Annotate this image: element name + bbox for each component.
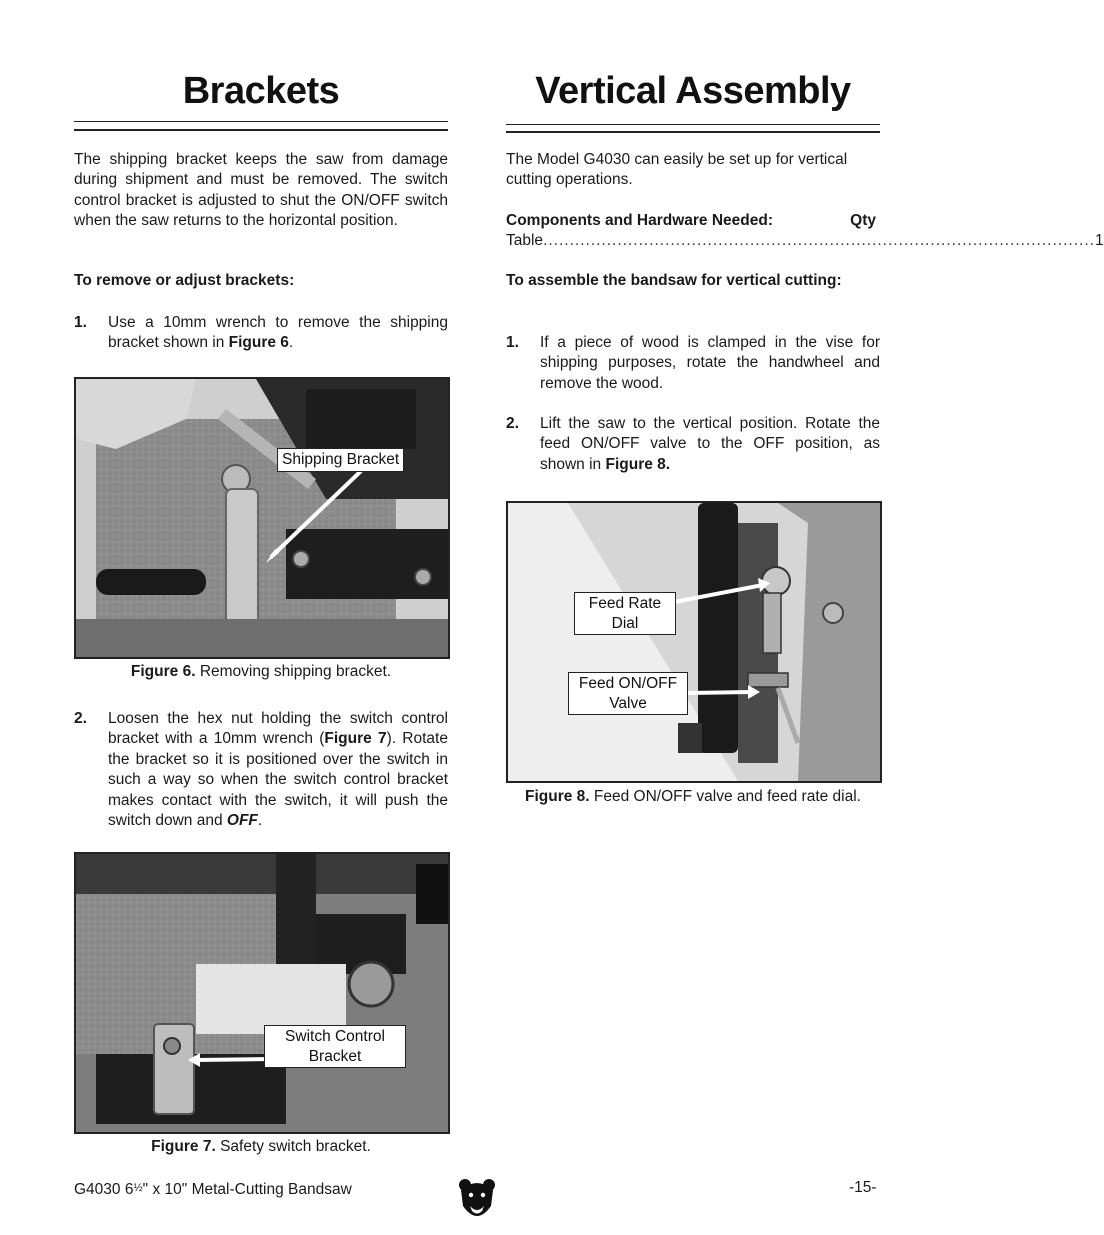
switch-control-bracket-callout: Switch Control Bracket [264,1025,406,1068]
figure-6-caption: Figure 6. Removing shipping bracket. [130,663,392,680]
footer-model-title: G4030 6½" x 10" Metal-Cutting Bandsaw [74,1181,352,1198]
component-qty: 1 [1094,232,1104,249]
vertical-step-1 [506,333,880,395]
feed-onoff-valve-callout: Feed ON/OFF Valve [568,672,688,715]
brackets-step-2 [74,709,448,831]
step-text: If a piece of wood is clamped in the vise for shipping purposes, rotate the handwheel and remove the wood. [540,334,880,392]
figure-8-photo [506,501,882,783]
page-number: -15- [849,1179,877,1196]
heading-rule-top [506,124,880,125]
dot-leader: ........................................................................................................ [543,232,1095,249]
step-number: 1. [506,334,519,351]
figure-6-photo [74,377,450,659]
bear-head-logo-icon [458,1178,496,1222]
figure-ref: Figure 7 [324,730,387,748]
heading-rule-bottom [506,131,880,133]
components-header: Components and Hardware Needed: [506,212,773,229]
step-text: Use a 10mm wrench to remove the shipping bracket shown in Figure 6. [108,314,448,352]
step-number: 2. [74,710,87,727]
component-name: Table [506,232,544,249]
figure-7-caption: Figure 7. Safety switch bracket. [151,1138,371,1155]
shipping-bracket-callout: Shipping Bracket [277,448,404,472]
step-number: 1. [74,314,87,331]
qty-header: Qty [850,212,876,229]
brackets-intro: The shipping bracket keeps the saw from damage during shipment and must be removed. The switch control bracket is adjusted to shut the ON/OFF switch when the saw returns to the horizontal position. [74,151,448,230]
step-text: Lift the saw to the vertical position. Rotate the feed ON/OFF valve to the OFF position, as shown in Figure 8. [540,415,880,473]
switch-bracket-photo [76,854,448,1132]
figure-ref: Figure 8. [605,455,671,473]
step-number: 2. [506,415,519,432]
vertical-subheading: To assemble the bandsaw for vertical cutting: [506,272,842,289]
figure-ref: Figure 6 [228,334,289,352]
figure-8-caption: Figure 8. Feed ON/OFF valve and feed rate dial. [525,788,861,805]
off-emphasis: OFF [226,812,258,830]
component-row-table [506,231,1104,251]
shipping-bracket-photo [76,379,448,657]
vertical-intro: The Model G4030 can easily be set up for vertical cutting operations. [506,151,848,189]
brackets-subheading: To remove or adjust brackets: [74,272,295,289]
figure-7-photo [74,852,450,1134]
step-text: Loosen the hex nut holding the switch control bracket with a 10mm wrench (Figure 7). Rotate the bracket so it is positioned over the switch in such a way so when the switch control bracket makes contact with the switch, it will push the switch down and OFF. [108,710,448,830]
vertical-assembly-heading: Vertical Assembly [535,70,851,112]
vertical-step-2 [506,414,880,476]
heading-rule-top [74,121,448,122]
brackets-step-1 [74,313,448,355]
feed-valve-photo [508,503,880,781]
feed-rate-dial-callout: Feed Rate Dial [574,592,676,635]
components-header-row [506,211,876,231]
heading-rule-bottom [74,129,448,131]
brackets-heading: Brackets [182,70,340,112]
